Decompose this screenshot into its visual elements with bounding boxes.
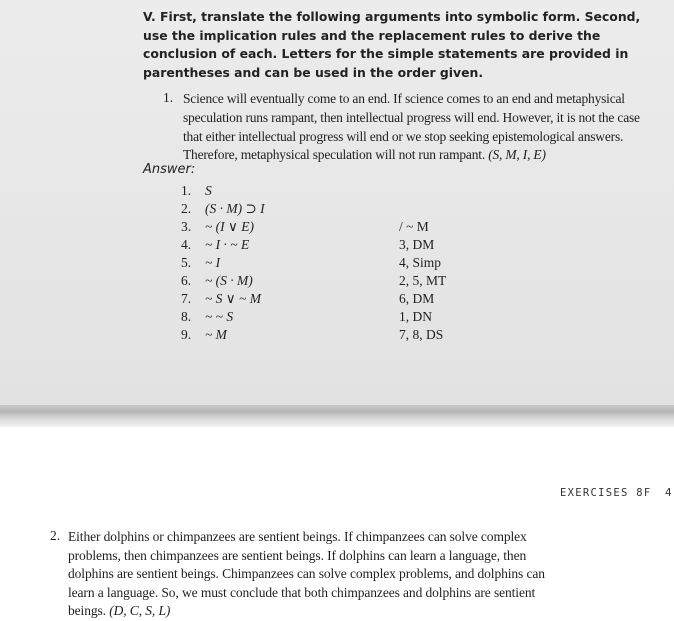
justification: 6, DM — [399, 291, 435, 306]
page-curl-shadow — [0, 405, 674, 427]
page-number: 4 — [665, 487, 672, 499]
problem-1-body: Science will eventually come to an end. If science comes to an end and metaphysical speculation runs rampant, then intellectual progress will end. However, it is not the case that either intellectual progress will end or we stop seeking epistemological answers. Therefore, metaphysical speculation will not run rampant. — [183, 91, 640, 163]
line-number: 9. — [181, 327, 192, 342]
justification: 2, 5, MT — [399, 273, 447, 288]
justification: / ~ M — [399, 219, 429, 234]
line-number: 2. — [181, 201, 192, 216]
line-number: 7. — [181, 291, 192, 306]
problem-2-text — [68, 528, 568, 621]
problem-1-number: 1. — [163, 90, 174, 105]
section-instructions: V. First, translate the following arguments into symbolic form. Second, use the implication rules and the replacement rules to derive the conclusion of each. Letters for the simple statements are provided in parentheses and can be used in the order given. — [143, 9, 641, 80]
line-number: 1. — [181, 183, 192, 198]
line-number: 6. — [181, 273, 192, 288]
problem-2-letters: (D, C, S, L) — [109, 603, 171, 619]
formula: ~ I · ~ E — [205, 237, 250, 252]
justification: 4, Simp — [399, 255, 442, 270]
line-number: 5. — [181, 255, 192, 270]
line-number: 4. — [181, 237, 192, 252]
line-number: 8. — [181, 309, 192, 324]
problem-1-text — [183, 90, 655, 165]
formula: ~ (S · M) — [205, 273, 253, 288]
justification: 1, DN — [399, 309, 432, 324]
formula: ~ S ∨ ~ M — [205, 291, 261, 306]
problem-2-body: Either dolphins or chimpanzees are sentient beings. If chimpanzees can solve complex problems, then chimpanzees are sentient beings. If dolphins can learn a language, then dolphins are sentient beings. Chimpanzees can solve complex problems, and dolphins can learn a language. So, we must conclude that both chimpanzees and dolphins are sentient beings. — [68, 529, 545, 619]
justification: 7, 8, DS — [399, 327, 444, 342]
line-number: 3. — [181, 219, 192, 234]
formula: S — [205, 183, 212, 198]
problem-1-letters: (S, M, I, E) — [488, 147, 546, 163]
formula: ~ M — [205, 327, 227, 342]
formula: ~ I — [205, 255, 221, 270]
formula: (S · M) ⊃ I — [205, 201, 265, 216]
answer-label: Answer: — [143, 162, 196, 177]
formula: ~ (I ∨ E) — [205, 219, 255, 234]
justification: 3, DM — [399, 237, 435, 252]
formula: ~ ~ S — [205, 309, 234, 324]
problem-2-number: 2. — [50, 528, 61, 543]
running-header: EXERCISES 8F — [560, 487, 652, 499]
